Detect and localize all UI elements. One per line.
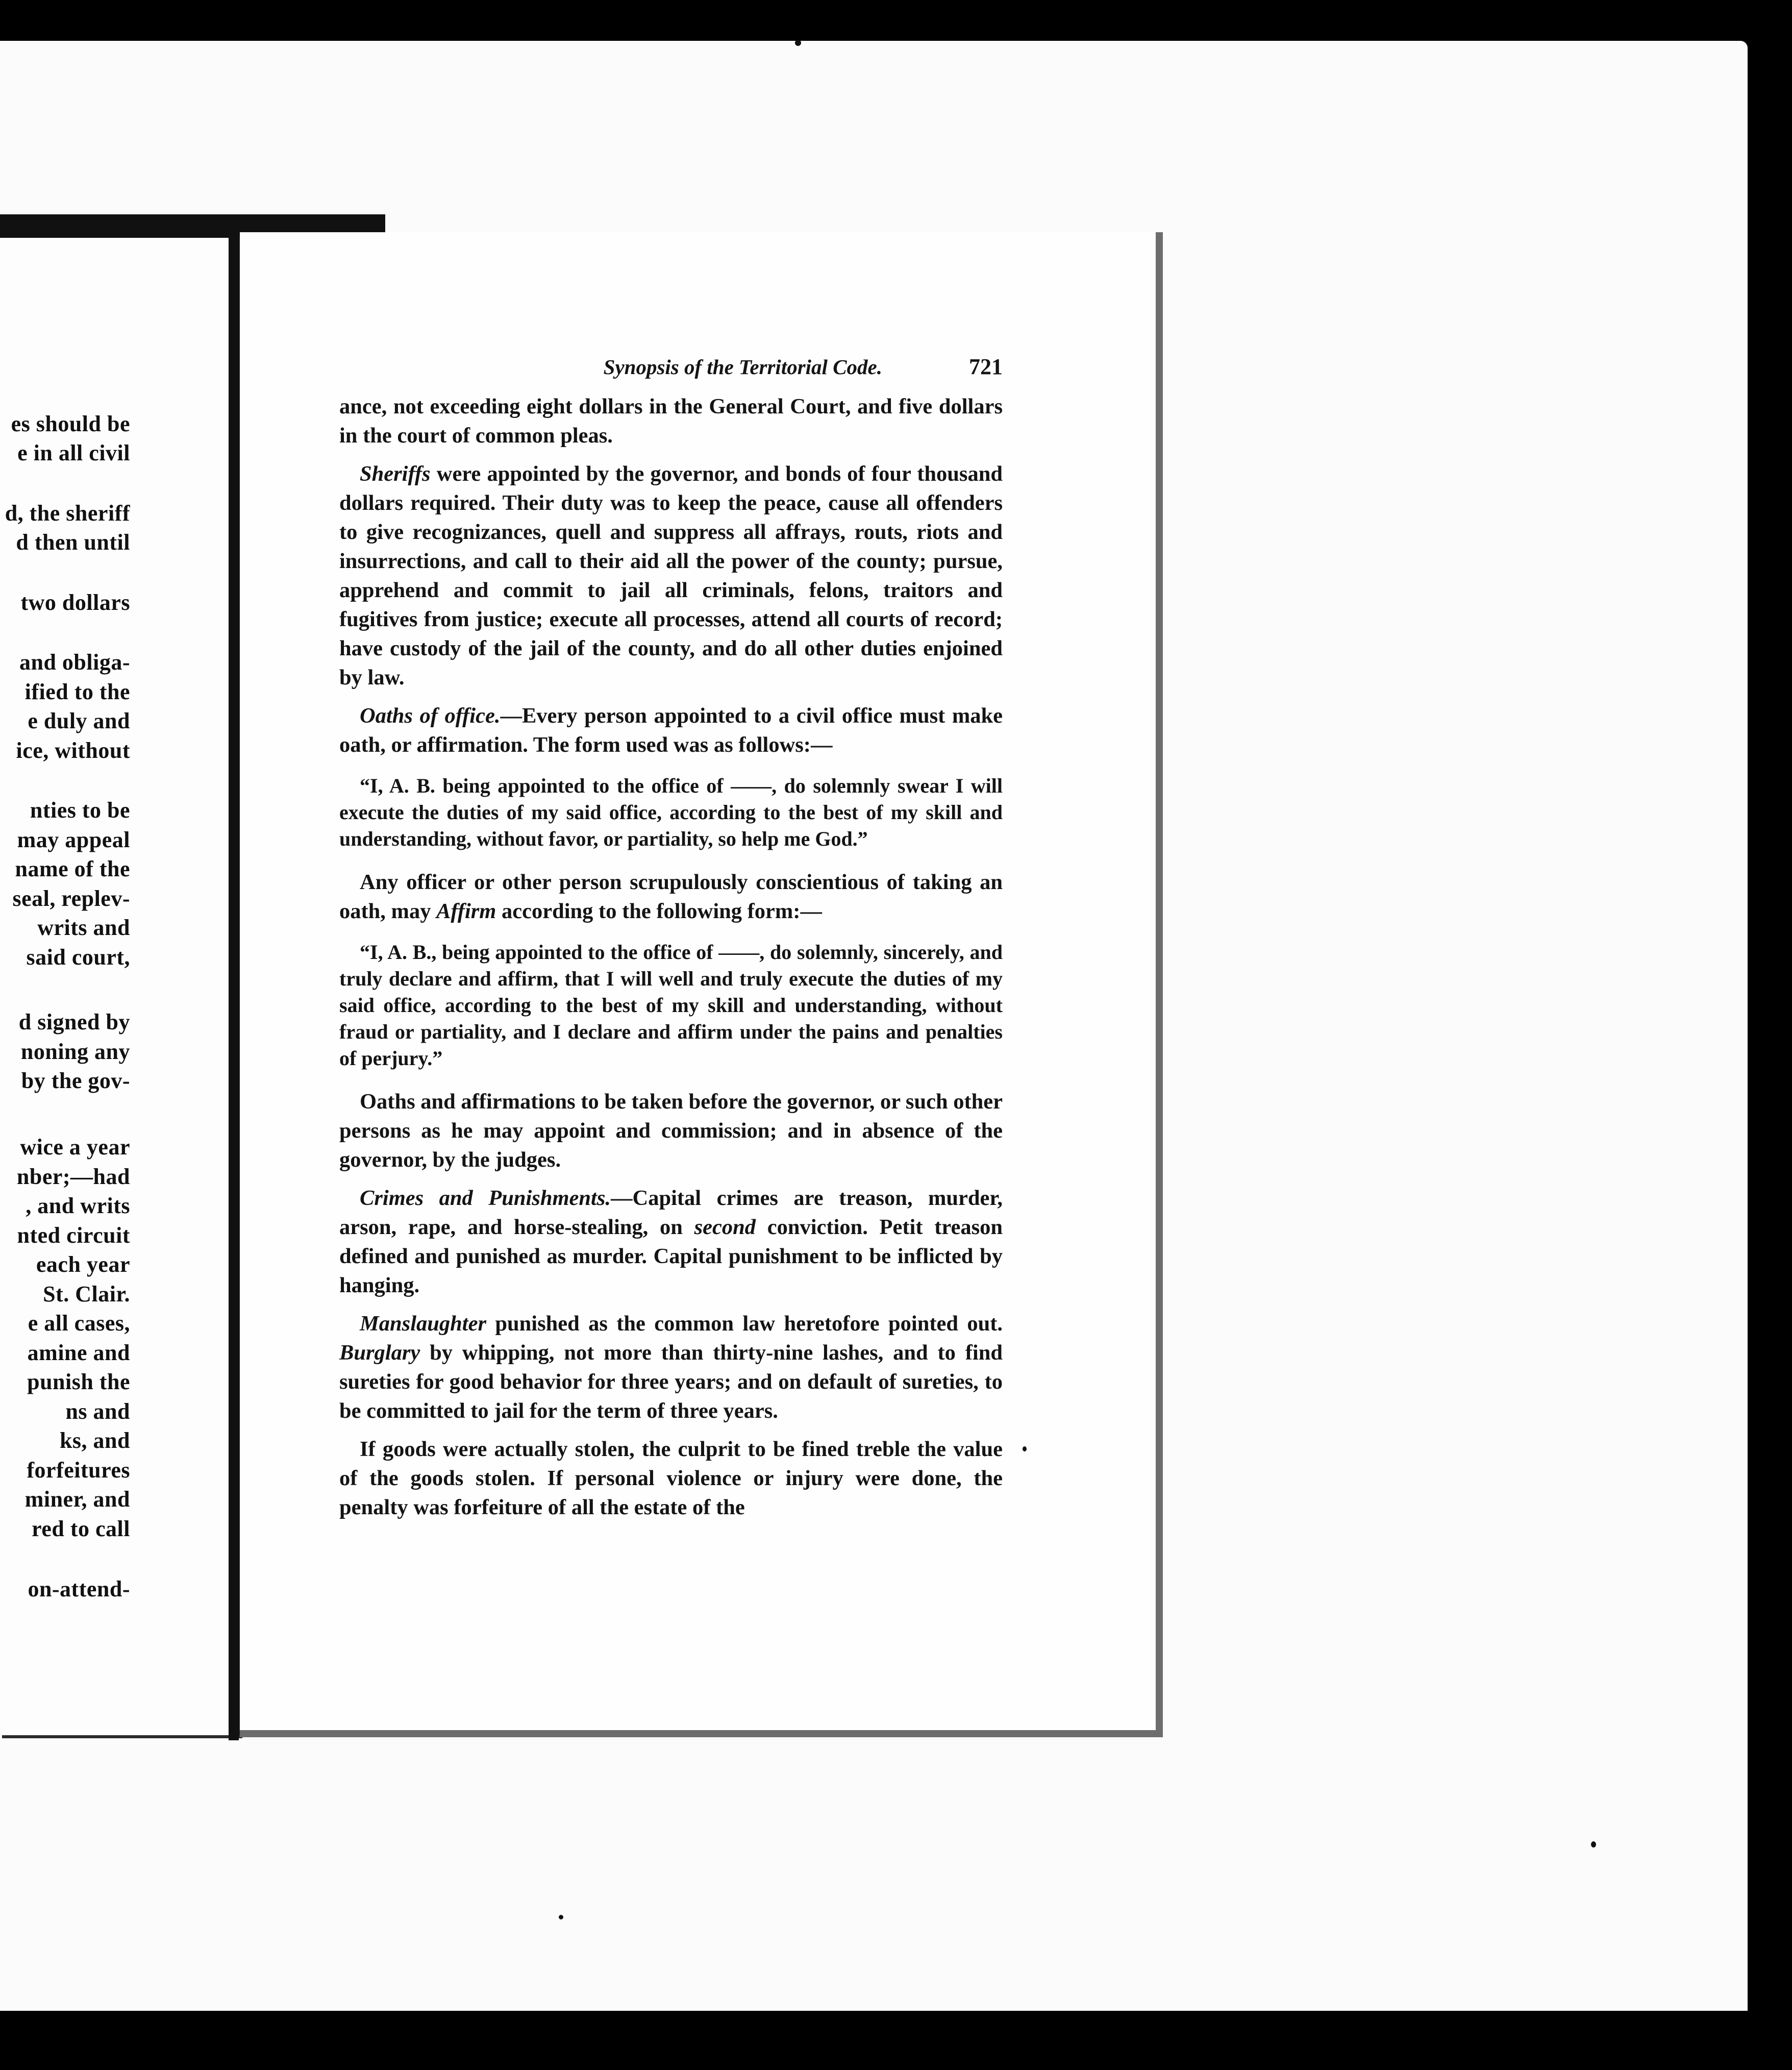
scan-speck [1023, 1446, 1027, 1451]
previous-page-line: may appeal [17, 827, 130, 852]
paragraph-text: —Capital crimes are treason, murder, arson, rape, and horse-stealing, on [339, 1186, 1003, 1239]
previous-page-line: nties to be [30, 798, 130, 823]
paragraph-sheriffs [339, 459, 1003, 692]
book-page [240, 232, 1163, 1737]
runin-heading: Oaths of office. [360, 704, 501, 728]
previous-page-line: noning any [20, 1039, 130, 1064]
previous-page-line: said court, [26, 945, 130, 970]
scan-speck [559, 1915, 563, 1919]
emphasis: Affirm [436, 899, 496, 923]
paragraph-oaths-taken: Oaths and affirmations to be taken before the governor, or such other persons as he may appoint and commission; and in absence of the governor, by the judges. [339, 1090, 1003, 1172]
previous-page-line: on-attend- [28, 1576, 130, 1601]
scan-border-right [1748, 0, 1792, 2070]
previous-page-line: writs and [37, 915, 130, 940]
page-number: 721 [969, 354, 1003, 379]
previous-page-line: d signed by [18, 1009, 130, 1034]
paragraph-goods-stolen: If goods were actually stolen, the culprit to be fined treble the value of the goods stolen. If personal violence or injury were done, the penalty was forfeiture of all the estate of the [339, 1437, 1003, 1519]
paragraph-crimes [339, 1184, 1003, 1300]
previous-page-line: ks, and [59, 1428, 130, 1453]
emphasis: second [694, 1215, 756, 1239]
previous-page-line: red to call [32, 1516, 130, 1541]
previous-page-line: ns and [65, 1399, 130, 1424]
previous-page-line: seal, replev- [12, 886, 130, 911]
previous-page-line: nted circuit [17, 1223, 130, 1248]
paragraph-text: by whipping, not more than thirty-nine lashes, and to find sureties for good behavior for three years; and on default of sureties, to be committed to jail for the term of three years. [339, 1341, 1003, 1423]
previous-page-line: ice, without [16, 738, 130, 763]
paragraph-text: punished as the common law heretofore pointed out. [486, 1312, 1003, 1336]
previous-page-line: miner, and [24, 1487, 130, 1512]
runin-heading: Sheriffs [360, 462, 431, 486]
paragraph-continuation: ance, not exceeding eight dollars in the General Court, and five dollars in the court of common pleas. [339, 395, 1003, 448]
scan-speck [795, 40, 801, 46]
previous-page-line: ified to the [24, 679, 130, 704]
paragraph-text: conviction. Petit treason defined and punished as murder. Capital punishment to be inflicted by hanging. [339, 1215, 1003, 1297]
previous-page-line: amine and [27, 1340, 130, 1365]
paragraph-text: Any officer or other person scrupulously conscientious of taking an oath, may [339, 870, 1003, 923]
previous-page-line: forfeitures [27, 1458, 130, 1483]
emphasis: Burglary [339, 1341, 420, 1365]
previous-page-line: d, the sheriff [5, 501, 130, 526]
previous-page-line: e all cases, [28, 1311, 130, 1336]
runin-heading: Crimes and Punishments. [360, 1186, 611, 1210]
previous-page-line: es should be [11, 411, 130, 436]
previous-page-line: by the gov- [21, 1068, 130, 1093]
previous-page-line: wice a year [20, 1135, 130, 1160]
paragraph-affirm [339, 868, 1003, 926]
previous-page-line: St. Clair. [43, 1282, 130, 1307]
running-header [339, 352, 1003, 382]
previous-page-line: , and writs [26, 1193, 130, 1218]
paragraph-oaths [339, 701, 1003, 759]
paragraph-text: were appointed by the governor, and bonds of four thousand dollars required. Their duty was to keep the peace, cause all offenders to give recognizances, quell and suppress all affrays, routs, riots and insurrections, and call to their aid all the power of the county; pursue, apprehend and commit to jail all criminals, felons, traitors and fugitives from justice; execute all processes, attend all courts of record; have custody of the jail of the county, and do all other duties enjoined by law. [339, 462, 1003, 689]
previous-page-line: d then until [16, 530, 130, 555]
previous-page-line: each year [36, 1252, 130, 1277]
previous-page-line: and obliga- [19, 650, 130, 675]
previous-page-line: name of the [15, 856, 130, 881]
previous-page-line: nber;—had [16, 1164, 130, 1189]
scan-speck [1591, 1841, 1596, 1847]
running-title: Synopsis of the Territorial Code. [603, 355, 882, 379]
book-clamp-post [229, 214, 239, 1740]
oath-form-quote: “I, A. B. being appointed to the office of ——, do solemnly swear I will execute the duties of my said office, according to the best of my skill and understanding, without favor, or partiality, so help me God.” [339, 774, 1003, 850]
scan-border-bottom [0, 2011, 1792, 2070]
affirmation-form-quote: “I, A. B., being appointed to the office of ——, do solemnly, sincerely, and truly declare and affirm, that I will well and truly execute the duties of my said office, according to the best of my skill and understanding, without fraud or partiality, and I declare and affirm under the pains and penalties of perjury.” [339, 941, 1003, 1070]
paragraph-text: according to the following form:— [496, 899, 822, 923]
previous-page-line: e duly and [28, 708, 130, 733]
previous-page-line: e in all civil [17, 440, 130, 465]
previous-page-line: two dollars [20, 590, 130, 615]
runin-heading: Manslaughter [360, 1312, 487, 1336]
previous-page-line: punish the [27, 1369, 130, 1394]
page-content [339, 352, 1003, 1531]
paragraph-text: —Every person appointed to a civil office must make oath, or affirmation. The form used was as follows:— [339, 704, 1003, 757]
paragraph-manslaughter [339, 1309, 1003, 1425]
